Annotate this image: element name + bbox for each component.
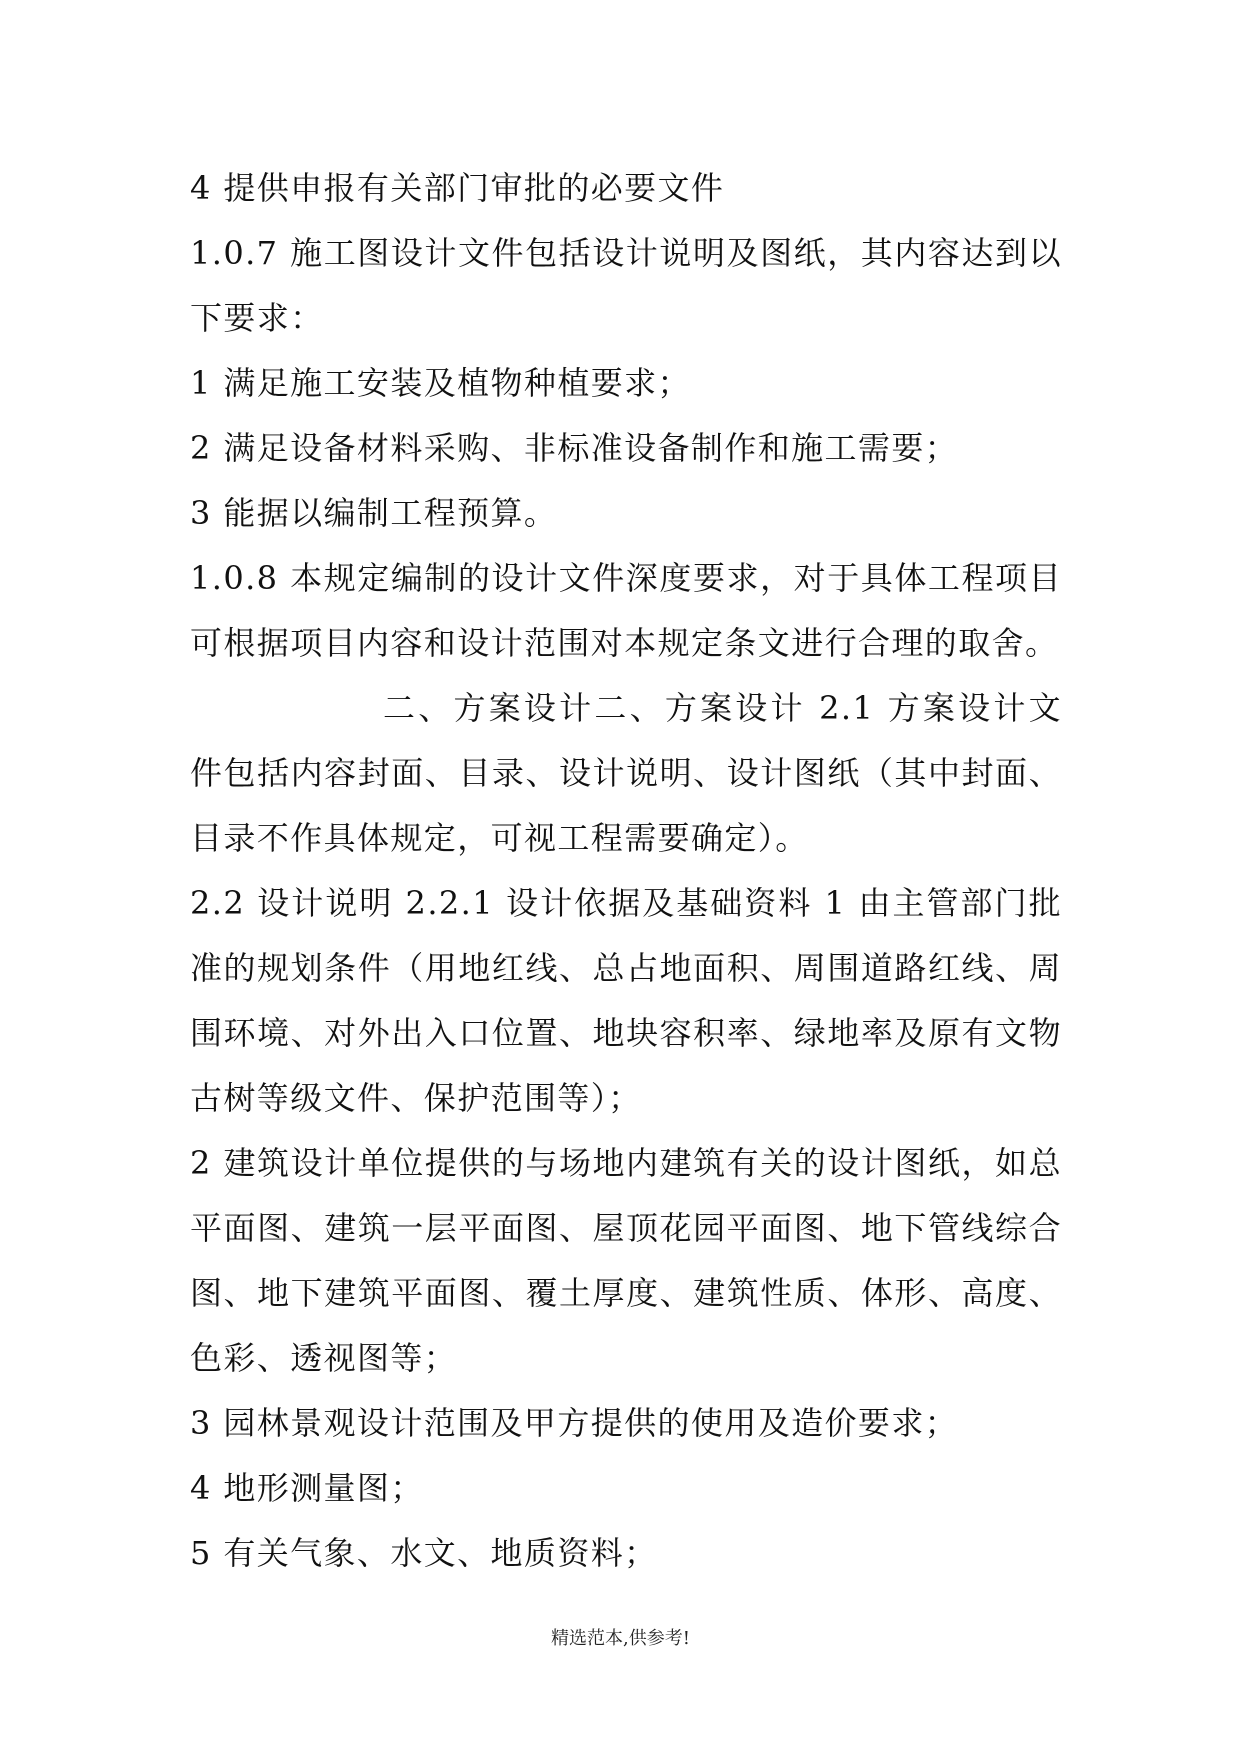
paragraph-1-0-7-construction-drawings: 1.0.7 施工图设计文件包括设计说明及图纸，其内容达到以下要求： <box>190 234 1062 337</box>
page-footer: 精选范本,供参考! <box>551 1628 690 1649</box>
paragraph-item-3-budget: 3 能据以编制工程预算。 <box>190 494 558 532</box>
paragraph-item-2-building-drawings: 2 建筑设计单位提供的与场地内建筑有关的设计图纸，如总平面图、建筑一层平面图、屋顶花园平面图、地下管线综合图、地下建筑平面图、覆土厚度、建筑性质、体形、高度、色彩、透视图等； <box>190 1144 1062 1377</box>
paragraph-item-1-installation: 1 满足施工安装及植物种植要求； <box>190 364 691 402</box>
paragraph-item-5-weather-hydrology: 5 有关气象、水文、地质资料； <box>190 1534 658 1572</box>
body-text <box>190 156 1062 1586</box>
paragraph-item-3-landscape-scope: 3 园林景观设计范围及甲方提供的使用及造价要求； <box>190 1404 959 1442</box>
paragraph-1-0-8-depth-requirements: 1.0.8 本规定编制的设计文件深度要求，对于具体工程项目可根据项目内容和设计范围对本规定条文进行合理的取舍。 <box>190 559 1062 662</box>
section-heading-scheme-design: 二、方案设计二、方案设计 2.1 方案设计文件包括内容封面、目录、设计说明、设计图纸（其中封面、目录不作具体规定，可视工程需要确定）。 <box>190 689 1062 857</box>
paragraph-2-2-design-basis: 2.2 设计说明 2.2.1 设计依据及基础资料 1 由主管部门批准的规划条件（用地红线、总占地面积、周围道路红线、周围环境、对外出入口位置、地块容积率、绿地率及原有文物古树等级文件、保护范围等）； <box>190 884 1062 1117</box>
paragraph-item-2-procurement: 2 满足设备材料采购、非标准设备制作和施工需要； <box>190 429 959 467</box>
paragraph-item-4-approval-documents: 4 提供申报有关部门审批的必要文件 <box>190 169 725 207</box>
paragraph-item-4-topographic-map: 4 地形测量图； <box>190 1469 424 1507</box>
